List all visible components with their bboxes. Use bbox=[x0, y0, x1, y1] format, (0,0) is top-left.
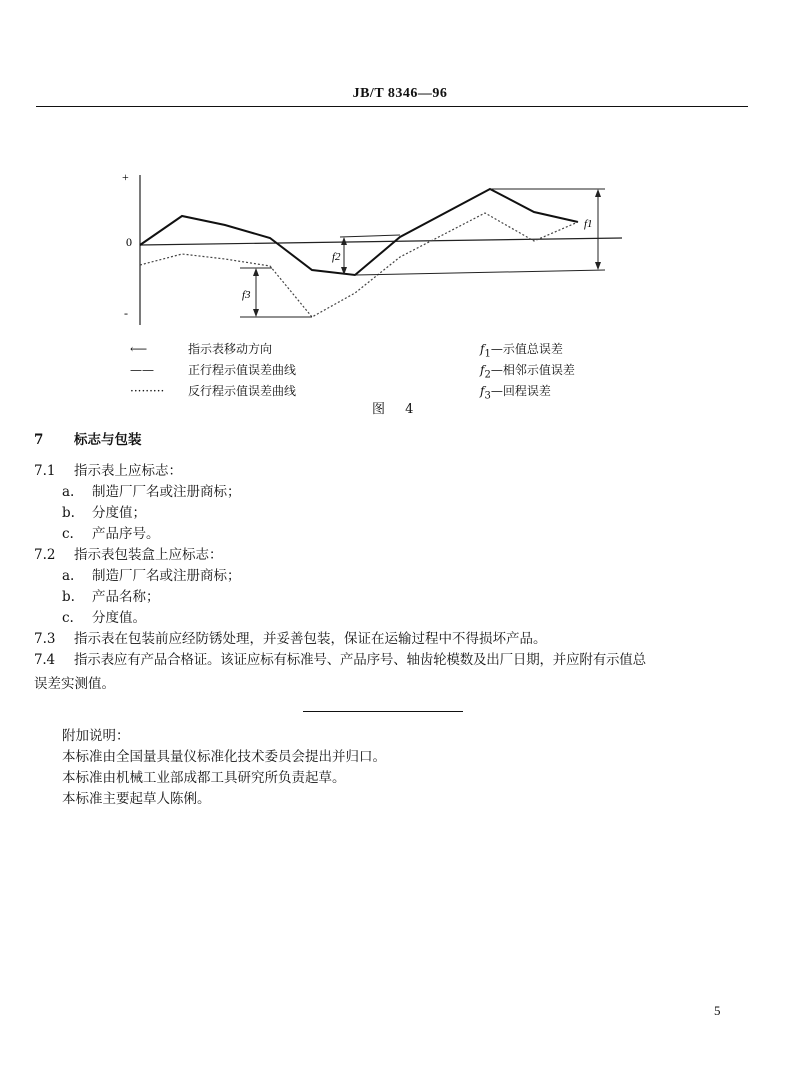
clause-7-2-number: 7.2 bbox=[34, 547, 56, 563]
section-divider bbox=[303, 711, 463, 712]
legend-f2 bbox=[480, 361, 575, 380]
legend-forward-curve bbox=[130, 361, 296, 378]
header-rule bbox=[36, 106, 748, 107]
clause-7-1 bbox=[34, 459, 182, 479]
dotted-line-icon: ········· bbox=[130, 384, 165, 398]
clause-7-2-text: 指示表包装盒上应标志： bbox=[74, 547, 223, 563]
legend-direction-text: 指示表移动方向 bbox=[188, 342, 273, 356]
notes-title: 附加说明： bbox=[62, 728, 130, 744]
arrow-left-icon: ⟵ bbox=[130, 342, 148, 356]
item-text: 分度值。 bbox=[92, 610, 146, 626]
clause-7-2-item-c bbox=[62, 606, 146, 626]
f1-arrow-top bbox=[595, 189, 601, 197]
axis-minus-label: - bbox=[124, 306, 128, 320]
item-text: 产品名称； bbox=[92, 589, 160, 605]
forward-error-curve bbox=[140, 189, 578, 275]
legend-f1-symbol: f bbox=[480, 342, 485, 356]
clause-7-1-item-a bbox=[62, 480, 241, 500]
item-text: 制造厂厂名或注册商标； bbox=[92, 568, 241, 584]
f2-label: f2 bbox=[332, 251, 341, 263]
legend-f1-sub: 1 bbox=[484, 348, 491, 360]
legend-f3 bbox=[480, 382, 551, 401]
clause-7-2 bbox=[34, 543, 223, 563]
section-7-heading bbox=[34, 428, 142, 448]
axis-plus-label: + bbox=[122, 170, 129, 184]
clause-7-3-number: 7.3 bbox=[34, 631, 56, 647]
item-letter: c. bbox=[62, 610, 74, 626]
item-text: 产品序号。 bbox=[92, 526, 160, 542]
notes-line-2: 本标准由机械工业部成都工具研究所负责起草。 bbox=[62, 770, 346, 786]
f1-label: f1 bbox=[584, 218, 593, 230]
item-letter: b. bbox=[62, 505, 75, 521]
legend-f2-sub: 2 bbox=[484, 369, 491, 381]
axis-zero-label: 0 bbox=[126, 235, 132, 249]
clause-7-1-item-c bbox=[62, 522, 160, 542]
item-letter: c. bbox=[62, 526, 74, 542]
legend-forward-text: 正行程示值误差曲线 bbox=[188, 363, 297, 377]
clause-7-4 bbox=[34, 648, 774, 692]
f3-label: f3 bbox=[242, 289, 251, 301]
clause-7-4-line2: 误差实测值。 bbox=[34, 676, 115, 692]
item-text: 制造厂厂名或注册商标； bbox=[92, 484, 241, 500]
section-7-title: 标志与包装 bbox=[74, 432, 142, 448]
clause-7-2-item-a bbox=[62, 564, 241, 584]
legend-f3-text: —回程误差 bbox=[490, 384, 551, 398]
f3-arrow-bottom bbox=[253, 309, 259, 317]
legend-direction bbox=[130, 340, 272, 357]
reference-line bbox=[140, 238, 622, 245]
f1-lower-line bbox=[355, 270, 605, 275]
legend-f1-text: —示值总误差 bbox=[490, 342, 563, 356]
f1-arrow-bottom bbox=[595, 262, 601, 270]
item-letter: a. bbox=[62, 484, 75, 500]
page-number: 5 bbox=[714, 1003, 721, 1018]
clause-7-3-text: 指示表在包装前应经防锈处理，并妥善包装，保证在运输过程中不得损坏产品。 bbox=[74, 631, 547, 647]
document-header: JB/T 8346—96 bbox=[352, 86, 448, 101]
notes-line-3: 本标准主要起草人陈俐。 bbox=[62, 791, 211, 807]
error-curve-diagram bbox=[100, 165, 660, 345]
clause-7-1-item-b bbox=[62, 501, 146, 521]
legend-f2-text: —相邻示值误差 bbox=[490, 363, 575, 377]
section-7-number: 7 bbox=[34, 432, 44, 448]
reverse-error-curve bbox=[140, 213, 578, 317]
clause-7-1-text: 指示表上应标志： bbox=[74, 463, 182, 479]
f2-upper-line bbox=[340, 235, 400, 237]
legend-reverse-curve bbox=[130, 382, 296, 399]
legend-f2-symbol: f bbox=[480, 363, 485, 377]
clause-7-3 bbox=[34, 627, 547, 647]
item-letter: a. bbox=[62, 568, 75, 584]
legend-f1 bbox=[480, 340, 563, 359]
clause-7-1-number: 7.1 bbox=[34, 463, 56, 479]
item-letter: b. bbox=[62, 589, 75, 605]
notes-line-1: 本标准由全国量具量仪标准化技术委员会提出并归口。 bbox=[62, 749, 386, 765]
legend-reverse-text: 反行程示值误差曲线 bbox=[188, 384, 297, 398]
clause-7-4-number: 7.4 bbox=[34, 652, 55, 668]
f3-arrow-top bbox=[253, 268, 259, 276]
legend-f3-symbol: f bbox=[480, 384, 485, 398]
solid-line-icon: —— bbox=[130, 363, 154, 377]
f2-arrow-top bbox=[341, 237, 347, 245]
clause-7-4-line1: 指示表应有产品合格证。该证应标有标准号、产品序号、轴齿轮模数及出厂日期，并应附有示值总 bbox=[74, 652, 646, 668]
figure-caption: 图 4 bbox=[372, 402, 422, 417]
item-text: 分度值； bbox=[92, 505, 146, 521]
clause-7-2-item-b bbox=[62, 585, 160, 605]
legend-f3-sub: 3 bbox=[484, 390, 491, 402]
